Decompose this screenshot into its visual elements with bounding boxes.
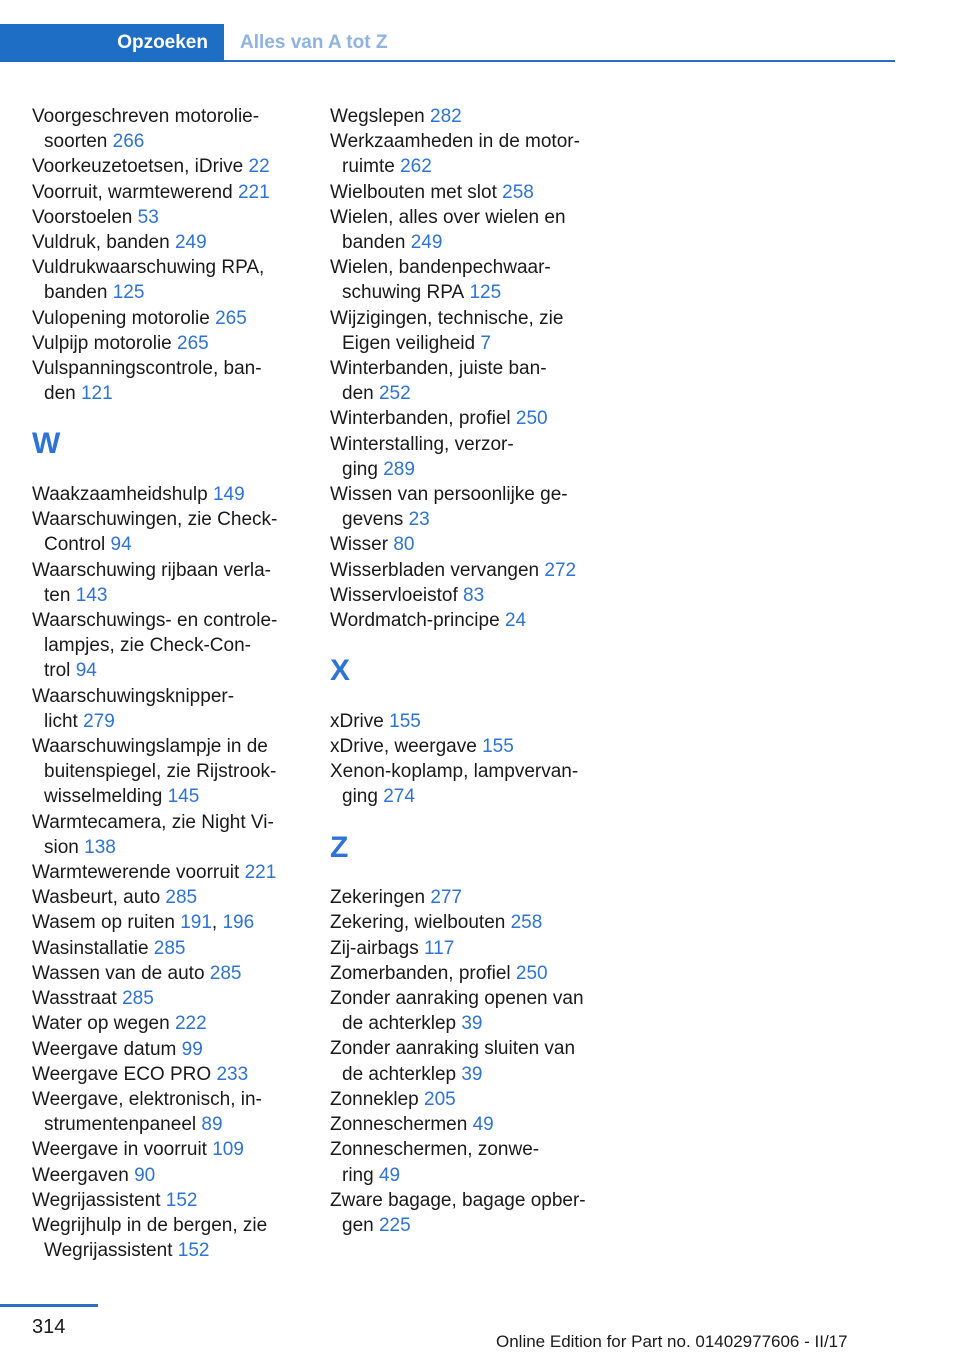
entry-term-continued: banden (44, 282, 108, 304)
page-link[interactable]: 99 (181, 1038, 203, 1060)
index-entry (330, 1137, 600, 1187)
entry-term: xDrive (330, 710, 384, 732)
entry-term: Wegrijhulp in de bergen, zie (32, 1214, 268, 1236)
page-link[interactable]: 221 (237, 181, 270, 203)
index-entry (32, 860, 302, 885)
entry-term: Winterbanden, profiel (330, 408, 511, 430)
index-entry (32, 1011, 302, 1036)
index-entry (330, 961, 600, 986)
page-link[interactable]: 265 (177, 332, 209, 354)
page-link[interactable]: 289 (383, 458, 415, 480)
entry-term: Wassen van de auto (32, 962, 205, 984)
page-link[interactable]: 225 (378, 1214, 411, 1236)
index-entry (32, 885, 302, 910)
entry-term: Wasbeurt, auto (32, 887, 161, 909)
entry-term: Zekering, wielbouten (330, 912, 506, 934)
index-entry (330, 205, 600, 255)
page-link[interactable]: 258 (502, 181, 534, 203)
page-link[interactable]: 125 (469, 282, 502, 304)
edition-footer: Online Edition for Part no. 01402977606 - II/17 (496, 1332, 848, 1351)
page-link[interactable]: 80 (393, 534, 415, 556)
page-link[interactable]: 191 (180, 912, 212, 934)
page-link[interactable]: 221 (244, 862, 277, 884)
entry-term: Zonder aanraking sluiten van (330, 1038, 576, 1060)
entry-term: Wielbouten met slot (330, 181, 497, 203)
entry-term: Waarschuwing rijbaan verla- (32, 559, 272, 581)
entry-term-continued: gen (342, 1214, 374, 1236)
page-link[interactable]: 262 (400, 156, 432, 178)
index-entry (330, 1087, 600, 1112)
index-entry (32, 734, 302, 810)
page-link[interactable]: 23 (408, 509, 430, 531)
entry-term: Wissen van persoonlijke ge- (330, 484, 568, 506)
page-link[interactable]: 24 (504, 610, 527, 632)
index-entry (32, 1062, 302, 1087)
entry-term-continued: sion (44, 836, 79, 858)
entry-term: Zonneschermen, zonwe- (330, 1139, 540, 1161)
index-entry (32, 1213, 302, 1263)
page-link[interactable]: 138 (84, 836, 116, 858)
index-entry (32, 230, 302, 255)
index-entry (32, 154, 302, 179)
index-entry (330, 180, 600, 205)
page-link[interactable]: 250 (515, 408, 548, 430)
page-number: 314 (32, 1316, 66, 1338)
entry-term: Weergave, elektronisch, in- (32, 1088, 262, 1110)
page-link[interactable]: 277 (430, 887, 463, 909)
page-link[interactable]: 155 (389, 710, 421, 732)
index-entry: Wasem op ruiten 191, 196 (32, 912, 255, 934)
entry-term: Zonneschermen (330, 1114, 468, 1136)
entry-term-continued: de achterklep (342, 1063, 457, 1085)
index-entry (330, 255, 600, 305)
index-entry (330, 558, 600, 583)
page-link[interactable]: 258 (510, 912, 543, 934)
page-link[interactable]: 279 (83, 710, 115, 732)
entry-term-continued: soorten (44, 131, 108, 153)
page-link[interactable]: 94 (75, 660, 97, 682)
page-link[interactable]: 252 (378, 383, 411, 405)
entry-term-continued: den (342, 383, 374, 405)
page-link[interactable]: 89 (201, 1114, 223, 1136)
index-entry (330, 910, 600, 935)
index-entry (32, 482, 302, 507)
index-entry (32, 936, 302, 961)
entry-term-continued: lampjes, zie Check-Con- (44, 635, 251, 657)
entry-term: Voorkeuzetoetsen, iDrive (32, 156, 244, 178)
entry-term-continued: banden (342, 232, 406, 254)
entry-term: Waarschuwingen, zie Check- (32, 509, 278, 531)
entry-term: Vuldrukwaarschuwing RPA, (32, 257, 265, 279)
header-bar (0, 24, 895, 62)
index-entry (330, 936, 600, 961)
entry-term-continued: strumentenpaneel (44, 1114, 197, 1136)
entry-term-continued: ruimte (342, 156, 395, 178)
entry-term: xDrive, weergave (330, 736, 477, 758)
entry-term: Wasstraat (32, 988, 117, 1010)
tab-alles-van-a-tot-z[interactable]: Alles van A tot Z (240, 32, 388, 53)
page-link[interactable]: 53 (137, 206, 159, 228)
page-link[interactable]: 90 (134, 1164, 156, 1186)
entry-term: Xenon-koplamp, lampvervan- (330, 761, 579, 783)
page-link[interactable]: 274 (383, 786, 415, 808)
page-link[interactable]: 39 (461, 1013, 483, 1035)
entry-term-continued: Eigen veiligheid (342, 332, 476, 354)
entry-term-continued: schuwing RPA (342, 282, 465, 304)
entry-term: Wijzigingen, technische, zie (330, 307, 564, 329)
index-entry (330, 986, 600, 1036)
index-entry (32, 608, 302, 684)
page-link[interactable]: 233 (216, 1063, 249, 1085)
page-link[interactable]: 282 (430, 106, 462, 127)
index-entry (32, 205, 302, 230)
page-link[interactable]: 117 (423, 937, 455, 959)
entry-term: Voorstoelen (32, 206, 133, 228)
entry-term: Winterstalling, verzor- (330, 433, 514, 455)
entry-term-continued: trol (44, 660, 71, 682)
entry-term: Waarschuwingsknipper- (32, 685, 235, 707)
index-entry (32, 810, 302, 860)
index-entry (32, 986, 302, 1011)
entry-term: Wisser (330, 534, 389, 556)
page-link[interactable]: 249 (410, 232, 443, 254)
index-entry (32, 1188, 302, 1213)
index-column-right (330, 104, 600, 1238)
entry-term: Zonneklep (330, 1088, 419, 1110)
entry-term-continued: Wegrijassistent (44, 1240, 173, 1262)
page-link[interactable]: 250 (515, 962, 548, 984)
tab-opzoeken[interactable]: Opzoeken (0, 24, 224, 62)
section-letter: Z (330, 830, 349, 864)
entry-term: Weergave ECO PRO (32, 1063, 212, 1085)
index-entry (32, 1037, 302, 1062)
entry-term-continued: licht (44, 710, 78, 732)
index-entry (32, 104, 302, 154)
index-column-left (32, 104, 302, 1263)
entry-term: Wielen, bandenpechwaar- (330, 257, 551, 279)
entry-term-continued: ging (342, 786, 378, 808)
index-entry (32, 1163, 302, 1188)
page-link[interactable]: 39 (461, 1063, 483, 1085)
entry-term-continued: wisselmelding (44, 786, 163, 808)
index-entry (330, 432, 600, 482)
entry-term: Zonder aanraking openen van (330, 988, 584, 1010)
entry-term-continued: de achterklep (342, 1013, 457, 1035)
index-entry (32, 1087, 302, 1137)
entry-term-continued: den (44, 383, 76, 405)
entry-term: Wielen, alles over wielen en (330, 206, 566, 228)
page-link[interactable]: 249 (174, 232, 207, 254)
index-entry (330, 885, 600, 910)
entry-term: Zware bagage, bagage opber- (330, 1189, 586, 1211)
entry-term-continued: gevens (342, 509, 404, 531)
page-link[interactable]: 145 (167, 786, 200, 808)
page-link[interactable]: 155 (482, 736, 514, 758)
page-link[interactable]: 205 (424, 1088, 456, 1110)
index-entry (330, 1036, 600, 1086)
entry-term-continued: buitenspiegel, zie Rijstrook- (44, 761, 277, 783)
page-link[interactable]: 285 (209, 962, 242, 984)
entry-term: Vulopening motorolie (32, 307, 210, 329)
index-entry (330, 759, 600, 809)
page-link[interactable]: 222 (174, 1013, 207, 1035)
index-entry (330, 709, 600, 734)
index-entry (32, 1137, 302, 1162)
page-link[interactable]: 266 (112, 131, 145, 153)
page-link[interactable]: 49 (378, 1164, 401, 1186)
entry-term: Weergaven (32, 1164, 129, 1186)
entry-term: Wegslepen (330, 106, 425, 127)
index-entry (330, 356, 600, 406)
page-link[interactable]: 49 (472, 1114, 494, 1136)
index-entry (32, 306, 302, 331)
entry-term-continued: Control (44, 534, 106, 556)
entry-term: Waarschuwings- en controle- (32, 610, 278, 632)
page-link[interactable]: 285 (122, 988, 154, 1010)
index-entry (330, 1188, 600, 1238)
entry-term: Wordmatch-principe (330, 610, 500, 632)
entry-term: Voorruit, warmtewerend (32, 181, 233, 203)
entry-term: Wasem op ruiten (32, 912, 175, 934)
page-link[interactable]: 83 (463, 584, 485, 606)
page-link[interactable]: 285 (165, 887, 198, 909)
page-link[interactable]: 109 (212, 1139, 244, 1161)
page-link[interactable]: 265 (215, 307, 247, 329)
page-link[interactable]: 125 (112, 282, 145, 304)
section-letter: W (32, 427, 61, 461)
entry-term-continued: ging (342, 458, 378, 480)
page-link[interactable]: 285 (153, 937, 186, 959)
entry-term-continued: ring (342, 1164, 374, 1186)
index-entry (330, 104, 600, 129)
page-link[interactable]: 149 (212, 484, 245, 506)
index-entry (32, 180, 302, 205)
entry-term: Wasinstallatie (32, 937, 149, 959)
entry-term: Wisserbladen vervangen (330, 559, 540, 581)
section-letter: X (330, 654, 351, 688)
entry-term: Vulpijp motorolie (32, 332, 172, 354)
page-link[interactable]: 7 (480, 332, 491, 354)
entry-term: Water op wegen (32, 1013, 170, 1035)
index-entry (32, 507, 302, 557)
entry-term: Warmtewerende voorruit (32, 862, 240, 884)
page-link[interactable]: 143 (75, 584, 108, 606)
index-entry (330, 608, 600, 633)
page-link[interactable]: 152 (165, 1189, 198, 1211)
entry-term: Waarschuwingslampje in de (32, 736, 268, 758)
entry-term: Warmtecamera, zie Night Vi- (32, 811, 274, 833)
index-entry (330, 406, 600, 431)
entry-term: Weergave in voorruit (32, 1139, 207, 1161)
page-link[interactable]: 196 (222, 912, 255, 934)
footer-divider (0, 1304, 98, 1307)
index-entry (32, 961, 302, 986)
page-link[interactable]: 272 (544, 559, 577, 581)
index-entry (330, 583, 600, 608)
index-entry (330, 482, 600, 532)
index-entry (32, 684, 302, 734)
page-link[interactable]: 22 (248, 156, 270, 178)
page-link[interactable]: 94 (110, 534, 132, 556)
entry-term-continued: ten (44, 584, 71, 606)
entry-term: Wisservloeistof (330, 584, 458, 606)
entry-term: Vuldruk, banden (32, 232, 170, 254)
page-link[interactable]: 121 (80, 383, 113, 405)
index-entry (330, 734, 600, 759)
index-entry (330, 1112, 600, 1137)
entry-term: Winterbanden, juiste ban- (330, 358, 547, 380)
index-entry (330, 532, 600, 557)
entry-term: Vulspanningscontrole, ban- (32, 358, 262, 380)
index-entry (32, 558, 302, 608)
index-entry (32, 255, 302, 305)
entry-term: Waakzaamheidshulp (32, 484, 208, 506)
entry-term: Zekeringen (330, 887, 426, 909)
entry-term: Zij-airbags (330, 937, 419, 959)
index-entry (330, 306, 600, 356)
page-link[interactable]: 152 (177, 1240, 210, 1262)
entry-term: Weergave datum (32, 1038, 177, 1060)
entry-term: Werkzaamheden in de motor- (330, 131, 580, 153)
index-entry (330, 129, 600, 179)
entry-term: Wegrijassistent (32, 1189, 161, 1211)
index-entry (32, 356, 302, 406)
entry-term: Zomerbanden, profiel (330, 962, 511, 984)
index-entry (32, 331, 302, 356)
entry-term: Voorgeschreven motorolie- (32, 106, 260, 127)
